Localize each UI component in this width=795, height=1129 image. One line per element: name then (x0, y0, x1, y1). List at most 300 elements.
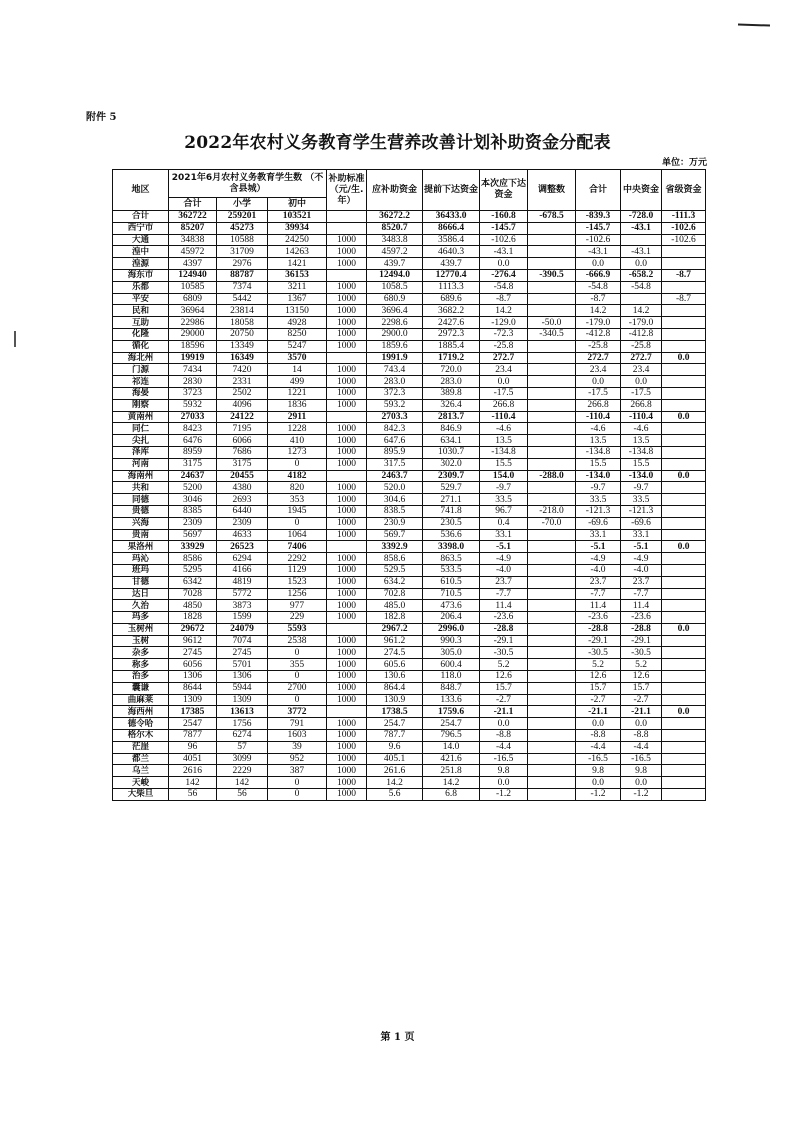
students-primary-cell: 5701 (217, 659, 268, 671)
students-total-cell: 4051 (169, 753, 217, 765)
table-row (113, 446, 706, 458)
table-row (113, 376, 706, 388)
table-row (113, 387, 706, 399)
this-time-cell: -129.0 (480, 317, 528, 329)
total-cell: -7.7 (576, 588, 621, 600)
students-total-cell: 45972 (169, 246, 217, 258)
advance-cell: 846.9 (423, 423, 480, 435)
region-cell: 民和 (113, 305, 169, 317)
students-primary-cell: 2229 (217, 765, 268, 777)
standard-cell: 1000 (327, 376, 367, 388)
standard-cell: 1000 (327, 328, 367, 340)
provincial-cell (662, 612, 706, 624)
provincial-cell: -8.7 (662, 269, 706, 281)
table-row-subtotal (113, 470, 706, 482)
this-time-cell: 0.0 (480, 258, 528, 270)
table-row (113, 753, 706, 765)
this-time-cell: -145.7 (480, 222, 528, 234)
page-number: 第 1 页 (380, 1032, 415, 1043)
students-primary-cell: 13613 (217, 706, 268, 718)
region-cell: 祁连 (113, 376, 169, 388)
should-subsidy-cell: 8520.7 (367, 222, 423, 234)
provincial-cell (662, 789, 706, 801)
table-row (113, 458, 706, 470)
students-junior-cell: 1256 (268, 588, 327, 600)
table-row (113, 364, 706, 376)
this-time-cell: 9.8 (480, 765, 528, 777)
provincial-cell: 0.0 (662, 541, 706, 553)
adjust-cell (528, 387, 576, 399)
header-advance: 提前下达资金 (423, 170, 480, 211)
advance-cell: 2972.3 (423, 328, 480, 340)
advance-cell: 271.1 (423, 494, 480, 506)
central-cell (621, 293, 662, 305)
table-row (113, 588, 706, 600)
table-row-subtotal (113, 222, 706, 234)
advance-cell: 8666.4 (423, 222, 480, 234)
provincial-cell: 0.0 (662, 623, 706, 635)
should-subsidy-cell: 283.0 (367, 376, 423, 388)
students-total-cell: 5295 (169, 564, 217, 576)
standard-cell: 1000 (327, 364, 367, 376)
central-cell: -29.1 (621, 635, 662, 647)
this-time-cell: -4.6 (480, 423, 528, 435)
provincial-cell: 0.0 (662, 470, 706, 482)
region-cell: 平安 (113, 293, 169, 305)
students-primary-cell: 4633 (217, 529, 268, 541)
total-cell: 13.5 (576, 435, 621, 447)
students-primary-cell: 3099 (217, 753, 268, 765)
central-cell: 272.7 (621, 352, 662, 364)
advance-cell: 6.8 (423, 789, 480, 801)
table-row (113, 258, 706, 270)
provincial-cell (662, 576, 706, 588)
students-junior-cell: 1523 (268, 576, 327, 588)
students-primary-cell: 5442 (217, 293, 268, 305)
adjust-cell (528, 753, 576, 765)
students-primary-cell: 7420 (217, 364, 268, 376)
central-cell (621, 234, 662, 246)
advance-cell: 326.4 (423, 399, 480, 411)
should-subsidy-cell: 317.5 (367, 458, 423, 470)
header-students-group: 2021年6月农村义务教育学生数 （不含县城） (169, 170, 327, 198)
central-cell: -4.4 (621, 741, 662, 753)
advance-cell: 990.3 (423, 635, 480, 647)
standard-cell: 1000 (327, 718, 367, 730)
table-row (113, 600, 706, 612)
provincial-cell (662, 741, 706, 753)
students-junior-cell: 952 (268, 753, 327, 765)
students-total-cell: 8385 (169, 505, 217, 517)
standard-cell: 1000 (327, 741, 367, 753)
adjust-cell (528, 647, 576, 659)
total-cell: -21.1 (576, 706, 621, 718)
provincial-cell (662, 317, 706, 329)
central-cell: 33.5 (621, 494, 662, 506)
this-time-cell: 14.2 (480, 305, 528, 317)
this-time-cell: -102.6 (480, 234, 528, 246)
provincial-cell (662, 777, 706, 789)
students-junior-cell: 820 (268, 482, 327, 494)
region-cell: 班玛 (113, 564, 169, 576)
this-time-cell: 0.4 (480, 517, 528, 529)
students-junior-cell: 977 (268, 600, 327, 612)
region-cell: 曲麻莱 (113, 694, 169, 706)
standard-cell: 1000 (327, 588, 367, 600)
this-time-cell: -4.4 (480, 741, 528, 753)
provincial-cell (662, 635, 706, 647)
advance-cell: 302.0 (423, 458, 480, 470)
central-cell: -17.5 (621, 387, 662, 399)
table-row (113, 246, 706, 258)
central-cell: -25.8 (621, 340, 662, 352)
provincial-cell (662, 387, 706, 399)
students-junior-cell: 0 (268, 777, 327, 789)
total-cell: -4.9 (576, 553, 621, 565)
students-primary-cell: 4819 (217, 576, 268, 588)
should-subsidy-cell: 304.6 (367, 494, 423, 506)
students-primary-cell: 13349 (217, 340, 268, 352)
region-cell: 达日 (113, 588, 169, 600)
advance-cell: 3682.2 (423, 305, 480, 317)
advance-cell: 529.7 (423, 482, 480, 494)
total-cell: -2.7 (576, 694, 621, 706)
adjust-cell (528, 293, 576, 305)
should-subsidy-cell: 842.3 (367, 423, 423, 435)
provincial-cell (662, 505, 706, 517)
students-total-cell: 18596 (169, 340, 217, 352)
central-cell: 0.0 (621, 718, 662, 730)
provincial-cell (662, 423, 706, 435)
provincial-cell (662, 258, 706, 270)
students-junior-cell: 791 (268, 718, 327, 730)
advance-cell: 3586.4 (423, 234, 480, 246)
central-cell: -43.1 (621, 246, 662, 258)
should-subsidy-cell: 605.6 (367, 659, 423, 671)
region-cell: 湟源 (113, 258, 169, 270)
students-primary-cell: 2502 (217, 387, 268, 399)
total-cell: 15.5 (576, 458, 621, 470)
adjust-cell: -288.0 (528, 470, 576, 482)
region-cell: 河南 (113, 458, 169, 470)
this-time-cell: 266.8 (480, 399, 528, 411)
students-primary-cell: 24079 (217, 623, 268, 635)
region-cell: 乌兰 (113, 765, 169, 777)
advance-cell: 1885.4 (423, 340, 480, 352)
provincial-cell (662, 765, 706, 777)
total-cell: -43.1 (576, 246, 621, 258)
region-cell: 同德 (113, 494, 169, 506)
table-row (113, 635, 706, 647)
total-cell: -121.3 (576, 505, 621, 517)
advance-cell: 533.5 (423, 564, 480, 576)
provincial-cell (662, 446, 706, 458)
adjust-cell (528, 482, 576, 494)
standard-cell: 1000 (327, 635, 367, 647)
provincial-cell (662, 529, 706, 541)
students-primary-cell: 20750 (217, 328, 268, 340)
advance-cell: 12770.4 (423, 269, 480, 281)
advance-cell: 230.5 (423, 517, 480, 529)
students-primary-cell: 6440 (217, 505, 268, 517)
students-junior-cell: 14 (268, 364, 327, 376)
table-row (113, 564, 706, 576)
should-subsidy-cell: 961.2 (367, 635, 423, 647)
students-total-cell: 33929 (169, 541, 217, 553)
should-subsidy-cell: 634.2 (367, 576, 423, 588)
provincial-cell: 0.0 (662, 352, 706, 364)
table-row (113, 612, 706, 624)
students-total-cell: 8644 (169, 682, 217, 694)
total-cell: 11.4 (576, 600, 621, 612)
central-cell: -43.1 (621, 222, 662, 234)
standard-cell: 1000 (327, 647, 367, 659)
should-subsidy-cell: 254.7 (367, 718, 423, 730)
provincial-cell (662, 482, 706, 494)
advance-cell: 848.7 (423, 682, 480, 694)
adjust-cell (528, 281, 576, 293)
should-subsidy-cell: 680.9 (367, 293, 423, 305)
adjust-cell (528, 305, 576, 317)
standard-cell: 1000 (327, 435, 367, 447)
should-subsidy-cell: 2900.0 (367, 328, 423, 340)
students-junior-cell: 8250 (268, 328, 327, 340)
this-time-cell: -110.4 (480, 411, 528, 423)
central-cell: 12.6 (621, 671, 662, 683)
should-subsidy-cell: 485.0 (367, 600, 423, 612)
students-total-cell: 4397 (169, 258, 217, 270)
advance-cell: 710.5 (423, 588, 480, 600)
total-cell: 272.7 (576, 352, 621, 364)
table-row (113, 305, 706, 317)
table-row (113, 553, 706, 565)
this-time-cell: 33.1 (480, 529, 528, 541)
students-junior-cell: 0 (268, 671, 327, 683)
provincial-cell (662, 246, 706, 258)
students-total-cell: 1306 (169, 671, 217, 683)
should-subsidy-cell: 4597.2 (367, 246, 423, 258)
adjust-cell: -390.5 (528, 269, 576, 281)
central-cell: 23.4 (621, 364, 662, 376)
students-total-cell: 7877 (169, 730, 217, 742)
should-subsidy-cell: 858.6 (367, 553, 423, 565)
adjust-cell (528, 730, 576, 742)
table-row (113, 671, 706, 683)
this-time-cell: -160.8 (480, 211, 528, 223)
region-cell: 门源 (113, 364, 169, 376)
students-total-cell: 5200 (169, 482, 217, 494)
standard-cell: 1000 (327, 458, 367, 470)
table-row-subtotal (113, 211, 706, 223)
students-junior-cell: 7406 (268, 541, 327, 553)
provincial-cell: -102.6 (662, 222, 706, 234)
this-time-cell: -28.8 (480, 623, 528, 635)
region-cell: 玛沁 (113, 553, 169, 565)
students-total-cell: 7434 (169, 364, 217, 376)
region-cell: 尖扎 (113, 435, 169, 447)
adjust-cell (528, 765, 576, 777)
students-primary-cell: 16349 (217, 352, 268, 364)
students-junior-cell: 499 (268, 376, 327, 388)
this-time-cell: 0.0 (480, 376, 528, 388)
should-subsidy-cell: 1058.5 (367, 281, 423, 293)
students-junior-cell: 1221 (268, 387, 327, 399)
provincial-cell (662, 364, 706, 376)
students-primary-cell: 7374 (217, 281, 268, 293)
unit-label: 单位：万元 (661, 158, 707, 168)
should-subsidy-cell: 182.8 (367, 612, 423, 624)
students-junior-cell: 410 (268, 435, 327, 447)
should-subsidy-cell: 372.3 (367, 387, 423, 399)
should-subsidy-cell: 12494.0 (367, 269, 423, 281)
central-cell: -16.5 (621, 753, 662, 765)
central-cell: 15.5 (621, 458, 662, 470)
central-cell: 0.0 (621, 376, 662, 388)
provincial-cell (662, 564, 706, 576)
students-total-cell: 85207 (169, 222, 217, 234)
adjust-cell (528, 694, 576, 706)
should-subsidy-cell: 569.7 (367, 529, 423, 541)
this-time-cell: -8.7 (480, 293, 528, 305)
standard-cell (327, 211, 367, 223)
this-time-cell: -2.7 (480, 694, 528, 706)
adjust-cell: -218.0 (528, 505, 576, 517)
table-row (113, 647, 706, 659)
should-subsidy-cell: 3483.8 (367, 234, 423, 246)
advance-cell: 2309.7 (423, 470, 480, 482)
students-junior-cell: 0 (268, 694, 327, 706)
students-primary-cell: 24122 (217, 411, 268, 423)
table-row (113, 399, 706, 411)
advance-cell: 536.6 (423, 529, 480, 541)
students-primary-cell: 26523 (217, 541, 268, 553)
students-total-cell: 7028 (169, 588, 217, 600)
total-cell: -28.8 (576, 623, 621, 635)
should-subsidy-cell: 593.2 (367, 399, 423, 411)
should-subsidy-cell: 261.6 (367, 765, 423, 777)
students-primary-cell: 6294 (217, 553, 268, 565)
students-junior-cell: 24250 (268, 234, 327, 246)
should-subsidy-cell: 743.4 (367, 364, 423, 376)
adjust-cell (528, 246, 576, 258)
this-time-cell: 5.2 (480, 659, 528, 671)
central-cell: 14.2 (621, 305, 662, 317)
standard-cell: 1000 (327, 305, 367, 317)
adjust-cell (528, 777, 576, 789)
table-row (113, 682, 706, 694)
students-total-cell: 8586 (169, 553, 217, 565)
adjust-cell (528, 623, 576, 635)
students-junior-cell: 2538 (268, 635, 327, 647)
students-primary-cell: 7195 (217, 423, 268, 435)
standard-cell: 1000 (327, 730, 367, 742)
should-subsidy-cell: 130.6 (367, 671, 423, 683)
standard-cell: 1000 (327, 293, 367, 305)
students-total-cell: 124940 (169, 269, 217, 281)
region-cell: 海南州 (113, 470, 169, 482)
adjust-cell (528, 671, 576, 683)
this-time-cell: 23.4 (480, 364, 528, 376)
students-total-cell: 4850 (169, 600, 217, 612)
standard-cell (327, 352, 367, 364)
table-row (113, 328, 706, 340)
students-junior-cell: 39 (268, 741, 327, 753)
provincial-cell (662, 553, 706, 565)
region-cell: 玛多 (113, 612, 169, 624)
this-time-cell: -54.8 (480, 281, 528, 293)
provincial-cell (662, 435, 706, 447)
students-total-cell: 3723 (169, 387, 217, 399)
students-junior-cell: 1228 (268, 423, 327, 435)
students-total-cell: 19919 (169, 352, 217, 364)
this-time-cell: 13.5 (480, 435, 528, 447)
standard-cell: 1000 (327, 659, 367, 671)
standard-cell: 1000 (327, 753, 367, 765)
students-junior-cell: 387 (268, 765, 327, 777)
total-cell: -29.1 (576, 635, 621, 647)
table-row (113, 234, 706, 246)
standard-cell: 1000 (327, 576, 367, 588)
region-cell: 甘德 (113, 576, 169, 588)
total-cell: 9.8 (576, 765, 621, 777)
total-cell: 0.0 (576, 376, 621, 388)
standard-cell (327, 706, 367, 718)
region-cell: 久治 (113, 600, 169, 612)
total-cell: -4.4 (576, 741, 621, 753)
adjust-cell (528, 706, 576, 718)
advance-cell: 305.0 (423, 647, 480, 659)
students-primary-cell: 2976 (217, 258, 268, 270)
students-total-cell: 56 (169, 789, 217, 801)
total-cell: 23.7 (576, 576, 621, 588)
region-cell: 湟中 (113, 246, 169, 258)
table-row (113, 529, 706, 541)
total-cell: 0.0 (576, 718, 621, 730)
students-total-cell: 3046 (169, 494, 217, 506)
standard-cell: 1000 (327, 789, 367, 801)
table-row (113, 659, 706, 671)
region-cell: 大通 (113, 234, 169, 246)
standard-cell: 1000 (327, 340, 367, 352)
students-total-cell: 2745 (169, 647, 217, 659)
students-primary-cell: 5944 (217, 682, 268, 694)
students-junior-cell: 2911 (268, 411, 327, 423)
students-junior-cell: 36153 (268, 269, 327, 281)
students-junior-cell: 3211 (268, 281, 327, 293)
this-time-cell: -29.1 (480, 635, 528, 647)
table-header (113, 170, 706, 211)
total-cell: 266.8 (576, 399, 621, 411)
region-cell: 格尔木 (113, 730, 169, 742)
central-cell: 5.2 (621, 659, 662, 671)
this-time-cell: 11.4 (480, 600, 528, 612)
students-total-cell: 8423 (169, 423, 217, 435)
students-junior-cell: 1064 (268, 529, 327, 541)
students-junior-cell: 3772 (268, 706, 327, 718)
provincial-cell (662, 718, 706, 730)
total-cell: -8.7 (576, 293, 621, 305)
region-cell: 同仁 (113, 423, 169, 435)
table-row (113, 317, 706, 329)
students-junior-cell: 2700 (268, 682, 327, 694)
students-total-cell: 2830 (169, 376, 217, 388)
should-subsidy-cell: 9.6 (367, 741, 423, 753)
adjust-cell: -340.5 (528, 328, 576, 340)
advance-cell: 206.4 (423, 612, 480, 624)
students-primary-cell: 1306 (217, 671, 268, 683)
advance-cell: 2996.0 (423, 623, 480, 635)
should-subsidy-cell: 130.9 (367, 694, 423, 706)
